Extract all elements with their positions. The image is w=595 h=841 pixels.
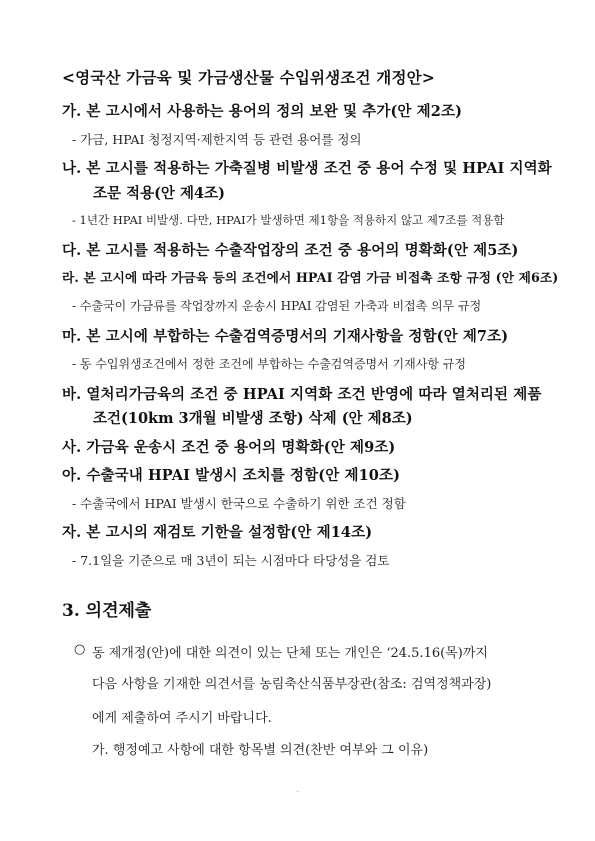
- item-da-heading: 다. 본 고시를 적용하는 수출작업장의 조건 중 용어의 명확화(안 제5조): [62, 242, 519, 259]
- section-3-line-1: 동 제개정(안)에 대한 의견이 있는 단체 또는 개인은 ‘24.5.16(목)까지: [92, 646, 488, 661]
- item-ma-heading: 마. 본 고시에 부합하는 수출검역증명서의 기재사항을 정함(안 제7조): [62, 328, 509, 345]
- document-title: <영국산 가금육 및 가금생산물 수입위생조건 개정안>: [62, 68, 435, 87]
- section-3-line-2: 다음 사항을 기재한 의견서를 농림축산식품부장관(참조: 검역정책과장): [92, 677, 492, 692]
- item-a-detail: - 수출국에서 HPAI 발생시 한국으로 수출하기 위한 조건 정함: [72, 496, 406, 511]
- page-number: - 4 -: [295, 791, 300, 793]
- item-na-heading: 나. 본 고시를 적용하는 가축질병 비발생 조건 중 용어 수정 및 HPAI 지역화: [62, 160, 552, 177]
- item-ba-heading: 바. 열처리가금육의 조건 중 HPAI 지역화 조건 반영에 따라 열처리된 제품: [62, 386, 542, 403]
- item-ja-detail: - 7.1일을 기준으로 매 3년이 되는 시점마다 타당성을 검토: [72, 553, 390, 568]
- item-ja-heading: 자. 본 고시의 재검토 기한을 설정함(안 제14조): [62, 524, 373, 541]
- item-sa-heading: 사. 가금육 운송시 조건 중 용어의 명확화(안 제9조): [62, 439, 396, 456]
- section-3-bullet: ○: [74, 642, 86, 657]
- item-ra-heading: 라. 본 고시에 따라 가금육 등의 조건에서 HPAI 감염 가금 비접촉 조항 규정 (안 제6조): [62, 270, 559, 285]
- section-3-line-3: 에게 제출하여 주시기 바랍니다.: [92, 711, 272, 726]
- item-a-heading: 아. 수출국내 HPAI 발생시 조치를 정함(안 제10조): [62, 467, 401, 484]
- item-ba-heading-cont: 조건(10km 3개월 비발생 조항) 삭제 (안 제8조): [93, 410, 413, 427]
- item-na-detail: - 1년간 HPAI 비발생. 다만, HPAI가 발생하면 제1항을 적용하지 않고 제7조를 적용함: [72, 213, 505, 227]
- item-ma-detail: - 동 수입위생조건에서 정한 조건에 부합하는 수출검역증명서 기재사항 규정: [72, 357, 466, 371]
- item-ga-detail: - 가금, HPAI 청정지역·제한지역 등 관련 용어를 정의: [72, 132, 362, 147]
- item-ga-heading: 가. 본 고시에서 사용하는 용어의 정의 보완 및 추가(안 제2조): [62, 103, 463, 120]
- section-3-heading: 3. 의견제출: [62, 601, 152, 621]
- item-ra-detail: - 수출국이 가금류를 작업장까지 운송시 HPAI 감염된 가축과 비접촉 의무 규정: [72, 299, 482, 313]
- item-na-heading-cont: 조문 적용(안 제4조): [93, 185, 225, 202]
- section-3-sub-item: 가. 행정예고 사항에 대한 항목별 의견(찬반 여부와 그 이유): [92, 743, 429, 758]
